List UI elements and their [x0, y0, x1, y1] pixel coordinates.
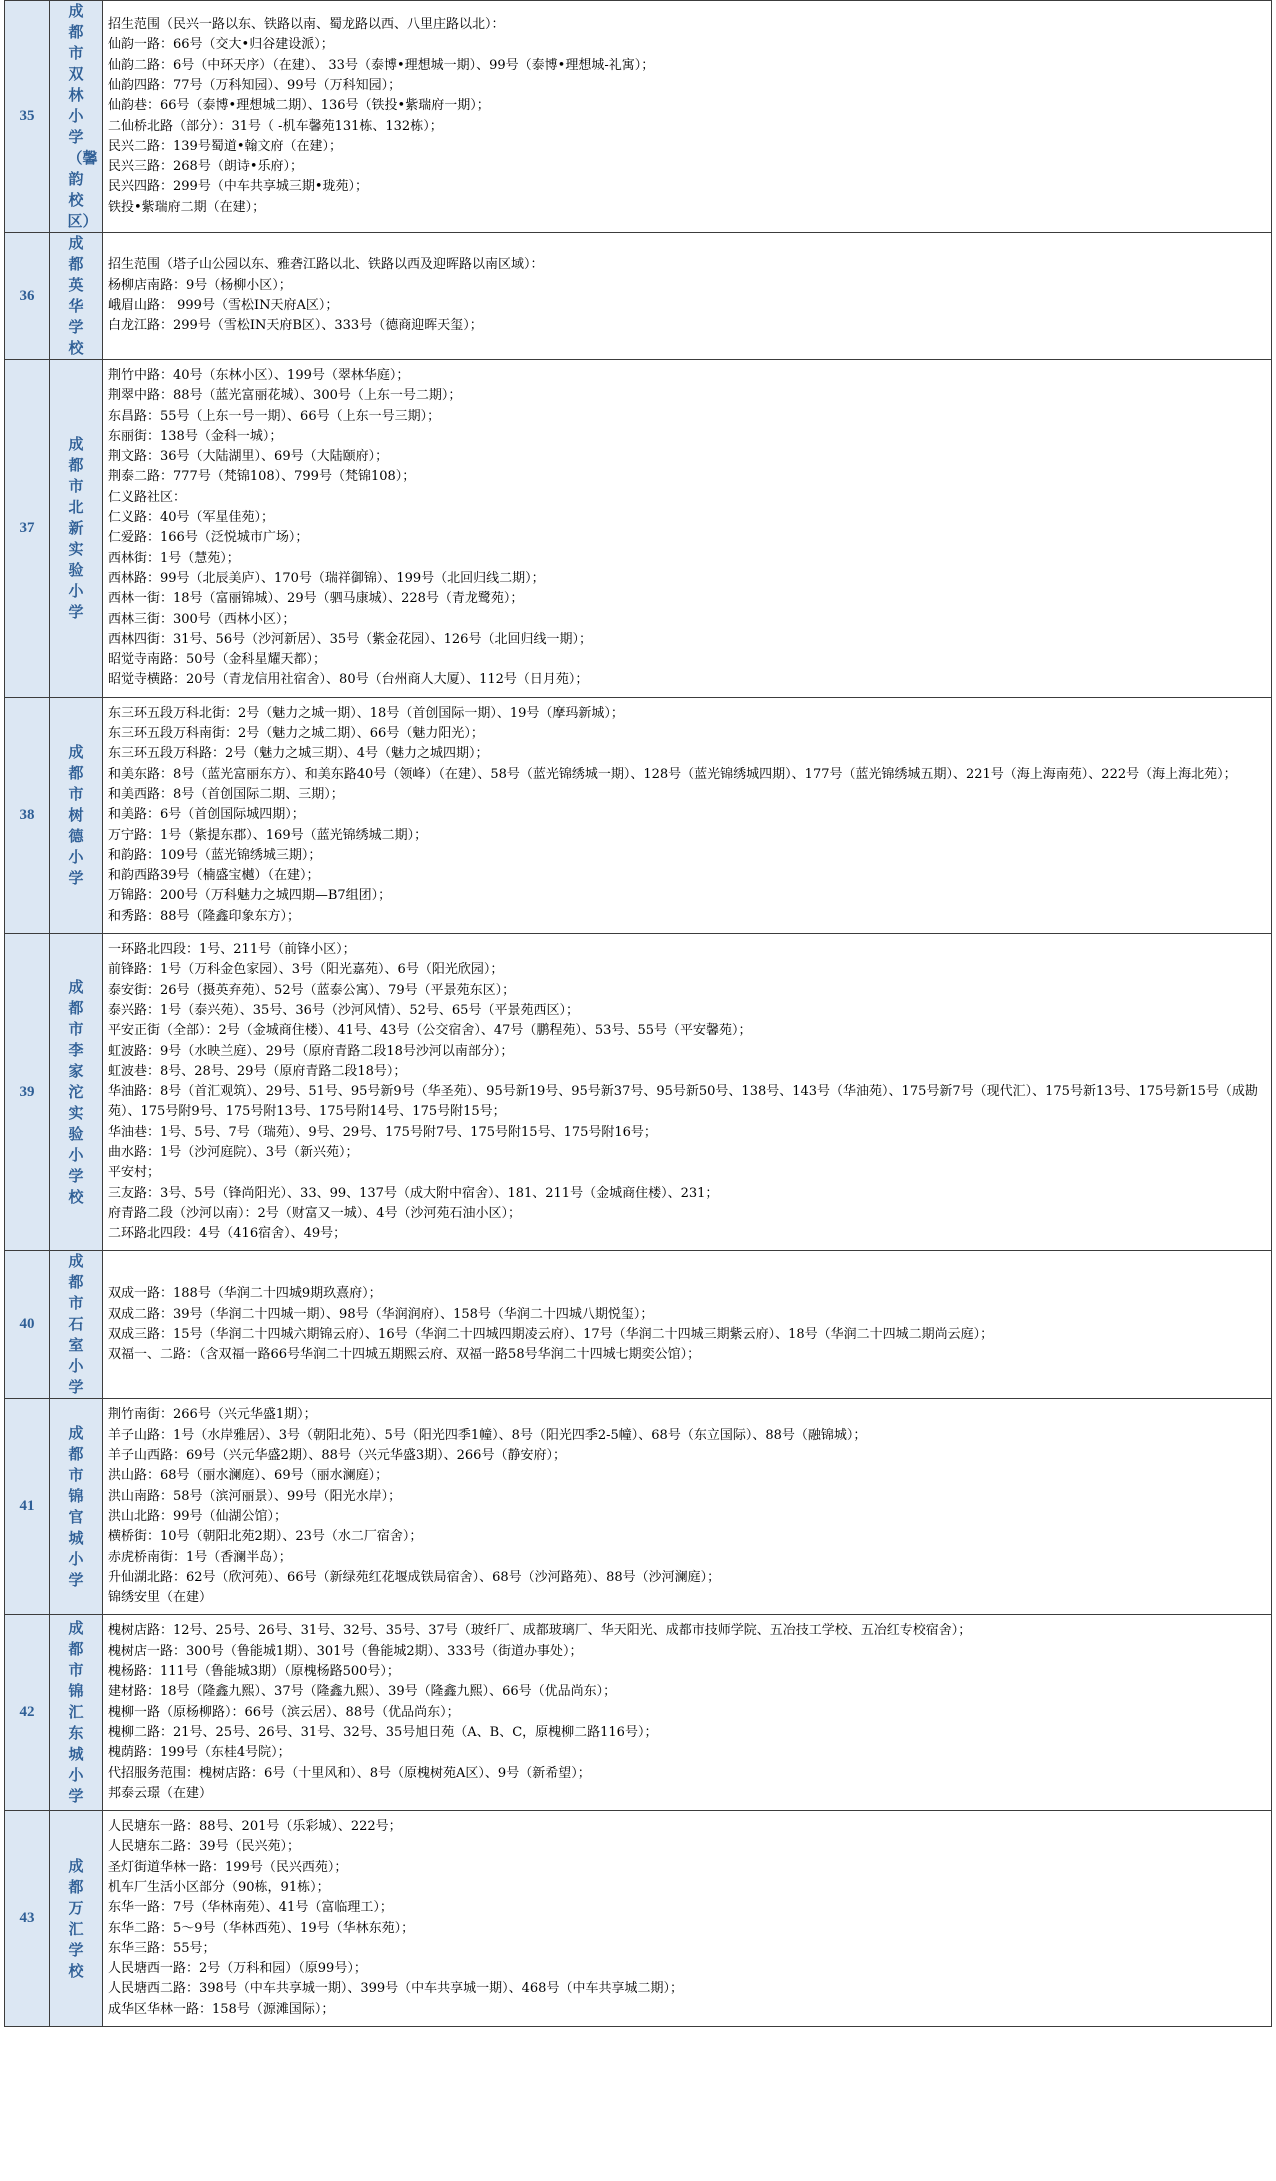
address-line: 招生范围（塔子山公园以东、雅砻江路以北、铁路以西及迎晖路以南区域）：	[108, 257, 544, 273]
school-name: 成都市李家沱实验小学校	[68, 977, 84, 1206]
row-number: 42	[5, 1615, 50, 1811]
address-line: 升仙湖北路：62号（欣河苑）、66号（新绿苑红花堰成铁局宿舍）、68号（沙河路苑）、88号（沙河澜庭）；	[108, 1569, 721, 1585]
address-line: 人民塘东二路：39号（民兴苑）；	[108, 1839, 301, 1855]
school-name: 成都万汇学校	[68, 1856, 84, 1980]
address-line: 华油路：8号（首汇观筑）、29号、51号、95号新9号（华圣苑）、95号新19号、95号新37号、95号新50号、138号、143号（华油苑）、175号新7号（现代汇）、175号新13号、175号新15号（成勘苑）、175号附9号、175号附13号、175号附14号、175号附15号；	[108, 1084, 1258, 1120]
address-line: 槐荫路：199号（东桂4号院）；	[108, 1745, 291, 1761]
school-name-cell	[50, 1, 103, 233]
row-number: 40	[5, 1251, 50, 1399]
address-line: 西林三街：300号（西林小区）；	[108, 611, 296, 627]
enrollment-scope-cell	[103, 360, 1272, 698]
address-line: 双成一路：188号（华润二十四城9期玖熹府）；	[108, 1286, 382, 1302]
table-row	[5, 360, 1272, 698]
address-line: 和美西路：8号（首创国际二期、三期）；	[108, 786, 344, 802]
address-line: 平安村；	[108, 1165, 161, 1181]
address-line: 仙韵四路：77号（万科知园）、99号（万科知园）；	[108, 77, 402, 93]
enrollment-table	[4, 0, 1272, 2027]
address-line: 西林路：99号（北辰美庐）、170号（瑞祥御锦）、199号（北回归线二期）；	[108, 570, 545, 586]
address-line: 仁义路：40号（军星佳苑）；	[108, 510, 275, 526]
row-number: 35	[5, 1, 50, 233]
enrollment-scope-cell	[103, 1, 1272, 233]
address-line: 西林街：1号（慧苑）；	[108, 550, 240, 566]
address-line: 万锦路：200号（万科魅力之城四期—B7组团）；	[108, 888, 392, 904]
enrollment-scope-cell	[103, 697, 1272, 933]
address-line: 和韵西路39号（楠盛宝樾）（在建）；	[108, 868, 320, 884]
school-name-cell	[50, 1811, 103, 2027]
table-body	[5, 1, 1272, 2027]
address-line: 和美东路：8号（蓝光富丽东方）、和美东路40号（领峰）（在建）、58号（蓝光锦绣城一期）、128号（蓝光锦绣城四期）、177号（蓝光锦绣城五期）、221号（海上海南苑）、222号（海上海北苑）；	[108, 766, 1237, 782]
school-name-cell	[50, 233, 103, 360]
address-line: 槐树店一路：300号（鲁能城1期）、301号（鲁能城2期）、333号（街道办事处）；	[108, 1643, 583, 1659]
row-number: 41	[5, 1399, 50, 1615]
address-line: 招生范围（民兴一路以东、铁路以南、蜀龙路以西、八里庄路以北）：	[108, 17, 505, 33]
address-line: 虹波路：9号（水映兰庭）、29号（原府青路二段18号沙河以南部分）；	[108, 1043, 514, 1059]
school-name: 成都市树德小学	[68, 742, 84, 887]
enrollment-scope-cell	[103, 1251, 1272, 1399]
address-line: 民兴四路：299号（中车共享城三期•珑苑）；	[108, 179, 368, 195]
address-line: 人民塘西一路：2号（万科和园）（原99号）；	[108, 1961, 367, 1977]
address-line: 机车厂生活小区部分（90栋，91栋）；	[108, 1880, 330, 1895]
address-line: 二仙桥北路（部分）：31号（ -机车馨苑131栋、132栋）；	[108, 118, 443, 134]
address-line: 府青路二段（沙河以南）：2号（财富又一城）、4号（沙河苑石油小区）；	[108, 1205, 522, 1221]
address-line: 东华二路：5～9号（华林西苑）、19号（华林东苑）；	[108, 1920, 415, 1936]
address-line: 建材路：18号（隆鑫九熙）、37号（隆鑫九熙）、39号（隆鑫九熙）、66号（优品尚东）；	[108, 1684, 617, 1700]
address-line: 铁投•紫瑞府二期（在建）；	[108, 199, 266, 215]
address-line: 泰安街：26号（摄英弃苑）、52号（蓝泰公寓）、79号（平景苑东区）；	[108, 982, 516, 998]
table-row	[5, 1615, 1272, 1811]
address-line: 荆泰二路：777号（梵锦108）、799号（梵锦108）；	[108, 469, 416, 485]
table-row	[5, 1811, 1272, 2027]
address-line: 三友路：3号、5号（锋尚阳光）、33、99、137号（成大附中宿舍）、181、211号（金城商住楼）、231；	[108, 1185, 719, 1201]
address-line: 横桥街：10号（朝阳北苑2期）、23号（水二厂宿舍）；	[108, 1529, 423, 1545]
address-line: 槐树店路：12号、25号、26号、31号、32号、35号、37号（玻纤厂、成都玻璃厂、华天阳光、成都市技师学院、五冶技工学校、五冶红专校宿舍）；	[108, 1623, 972, 1639]
school-name-cell	[50, 1399, 103, 1615]
address-line: 槐柳一路（原杨柳路）：66号（滨云居）、88号（优品尚东）；	[108, 1704, 460, 1720]
address-line: 一环路北四段：1号、211号（前锋小区）；	[108, 942, 356, 958]
address-line: 虹波巷：8号、28号、29号（原府青路二段18号）；	[108, 1063, 407, 1079]
school-name-cell	[50, 697, 103, 933]
address-line: 邦泰云璟（在建）	[108, 1785, 213, 1801]
address-line: 洪山南路：58号（滨河丽景）、99号（阳光水岸）；	[108, 1488, 402, 1504]
address-line: 杨柳店南路：9号（杨柳小区）；	[108, 277, 292, 293]
address-line: 洪山北路：99号（仙湖公馆）；	[108, 1508, 288, 1524]
address-line: 仁义路社区：	[108, 489, 187, 505]
enrollment-scope-cell	[103, 1811, 1272, 2027]
address-line: 西林四街：31号、56号（沙河新居）、35号（紫金花园）、126号（北回归线一期）；	[108, 631, 592, 647]
address-line: 东三环五段万科路：2号（魅力之城三期）、4号（魅力之城四期）；	[108, 746, 489, 762]
address-line: 西林一街：18号（富丽锦城）、29号（驷马康城）、228号（青龙鹭苑）；	[108, 591, 524, 607]
row-number: 43	[5, 1811, 50, 2027]
enrollment-scope-cell	[103, 233, 1272, 360]
address-line: 民兴三路：268号（朗诗•乐府）；	[108, 159, 303, 175]
table-row	[5, 1, 1272, 233]
address-line: 东华一路：7号（华林南苑）、41号（富临理工）；	[108, 1900, 393, 1916]
address-line: 泰兴路：1号（泰兴苑）、35号、36号（沙河风情）、52号、65号（平景苑西区）；	[108, 1002, 579, 1018]
table-row	[5, 233, 1272, 360]
address-line: 平安正街（全部）：2号（金城商住楼）、41号、43号（公交宿舍）、47号（鹏程苑）、53号、55号（平安馨苑）；	[108, 1023, 752, 1039]
address-line: 荆翠中路：88号（蓝光富丽花城）、300号（上东一号二期）；	[108, 388, 462, 404]
enrollment-scope-cell	[103, 934, 1272, 1251]
school-name: 成都市石室小学	[68, 1252, 84, 1397]
address-line: 荆文路：36号（大陆湖里）、69号（大陆颐府）；	[108, 449, 389, 465]
school-name: 成都市锦汇东城小学	[68, 1619, 84, 1806]
address-line: 和韵路：109号（蓝光锦绣城三期）；	[108, 847, 322, 863]
address-line: 东华三路：55号；	[108, 1940, 216, 1956]
address-line: 昭觉寺南路：50号（金科星耀天都）；	[108, 652, 327, 668]
row-number: 39	[5, 934, 50, 1251]
row-number: 38	[5, 697, 50, 933]
table-row	[5, 1251, 1272, 1399]
school-name-cell	[50, 1251, 103, 1399]
address-line: 人民塘西二路：398号（中车共享城一期）、399号（中车共享城一期）、468号（中车共享城二期）；	[108, 1981, 683, 1997]
row-number: 36	[5, 233, 50, 360]
table-row	[5, 1399, 1272, 1615]
address-line: 人民塘东一路：88号、201号（乐彩城）、222号；	[108, 1819, 402, 1835]
enrollment-scope-cell	[103, 1615, 1272, 1811]
address-line: 锦绣安里（在建）	[108, 1590, 213, 1606]
school-name: 成都英华学校	[68, 234, 84, 357]
address-line: 槐柳二路：21号、25号、26号、31号、32号、35号旭日苑（A、B、C，原槐柳二路116号）；	[108, 1724, 658, 1740]
address-line: 仙韵一路：66号（交大•归谷建设派）；	[108, 37, 334, 53]
address-line: 双成二路：39号（华润二十四城一期）、98号（华润润府）、158号（华润二十四城八期悦玺）；	[108, 1306, 654, 1322]
address-line: 仙韵巷：66号（泰博•理想城二期）、136号（铁投•紫瑞府一期）；	[108, 98, 490, 114]
address-line: 羊子山路：1号（水岸雅居）、3号（朝阳北苑）、5号（阳光四季1幢）、8号（阳光四季2-5幢）、68号（东立国际）、88号（融锦城）；	[108, 1427, 867, 1443]
address-line: 和秀路：88号（隆鑫印象东方）；	[108, 908, 301, 924]
address-line: 和美路：6号（首创国际城四期）；	[108, 807, 305, 823]
address-line: 荆竹南街：266号（兴元华盛1期）；	[108, 1407, 317, 1423]
address-line: 双福一、二路：（含双福一路66号华润二十四城五期熙云府、双福一路58号华润二十四城七期奕公馆）；	[108, 1347, 701, 1363]
enrollment-scope-cell	[103, 1399, 1272, 1615]
table-row	[5, 697, 1272, 933]
school-name-cell	[50, 1615, 103, 1811]
row-number: 37	[5, 360, 50, 698]
address-line: 曲水路：1号（沙河庭院）、3号（新兴苑）；	[108, 1144, 359, 1160]
address-line: 华油巷：1号、5号、7号（瑞苑）、9号、29号、175号附7号、175号附15号、175号附16号；	[108, 1124, 657, 1140]
school-name: 成都市北新实验小学	[68, 434, 84, 621]
address-line: 东丽街：138号（金科一城）；	[108, 428, 283, 444]
address-line: 民兴二路：139号蜀道•翰文府（在建）；	[108, 138, 342, 154]
address-line: 峨眉山路： 999号（雪松IN天府A区）；	[108, 298, 339, 313]
address-line: 代招服务范围：槐树店路：6号（十里风和）、8号（原槐树苑A区）、9号（新希望）；	[108, 1765, 591, 1781]
address-line: 赤虎桥南街：1号（香澜半岛）；	[108, 1549, 292, 1565]
address-line: 槐杨路：111号（鲁能城3期）（原槐杨路500号）；	[108, 1664, 400, 1680]
address-line: 东昌路：55号（上东一号一期）、66号（上东一号三期）；	[108, 408, 441, 424]
address-line: 荆竹中路：40号（东林小区）、199号（翠林华庭）；	[108, 368, 410, 383]
address-line: 万宁路：1号（紫提东郡）、169号（蓝光锦绣城二期）；	[108, 827, 428, 843]
address-line: 东三环五段万科南街：2号（魅力之城二期）、66号（魅力阳光）；	[108, 726, 484, 742]
address-line: 昭觉寺横路：20号（青龙信用社宿舍）、80号（台州商人大厦）、112号（日月苑）；	[108, 672, 589, 688]
address-line: 前锋路：1号（万科金色家园）、3号（阳光嘉苑）、6号（阳光欣园）；	[108, 962, 504, 978]
address-line: 圣灯街道华林一路：199号（民兴西苑）；	[108, 1859, 348, 1875]
school-name: 成都市锦官城小学	[68, 1423, 84, 1589]
address-line: 仁爱路：166号（泛悦城市广场）；	[108, 530, 309, 546]
school-name-cell	[50, 360, 103, 698]
address-line: 羊子山西路：69号（兴元华盛2期）、88号（兴元华盛3期）、266号（静安府）；	[108, 1448, 566, 1464]
address-line: 二环路北四段：4号（416宿舍）、49号；	[108, 1226, 347, 1242]
address-line: 仙韵二路：6号（中环天序）（在建）、 33号（泰博•理想城一期）、99号（泰博•理想城-礼寓）；	[108, 57, 655, 73]
enrollment-table-sheet	[4, 0, 1272, 2027]
address-line: 成华区华林一路：158号（源滩国际）；	[108, 2001, 335, 2017]
table-row	[5, 934, 1272, 1251]
address-line: 洪山路：68号（丽水澜庭）、69号（丽水澜庭）；	[108, 1468, 389, 1484]
school-name: 成都市双林小学（馨韵校区）	[67, 2, 98, 230]
school-name-cell	[50, 934, 103, 1251]
address-line: 东三环五段万科北街：2号（魅力之城一期）、18号（首创国际一期）、19号（摩玛新城）；	[108, 705, 624, 721]
address-line: 双成三路：15号（华润二十四城六期锦云府）、16号（华润二十四城四期凌云府）、17号（华润二十四城三期紫云府）、18号（华润二十四城二期尚云庭）；	[108, 1326, 994, 1342]
address-line: 白龙江路：299号（雪松IN天府B区）、333号（德商迎晖天玺）；	[108, 318, 483, 334]
